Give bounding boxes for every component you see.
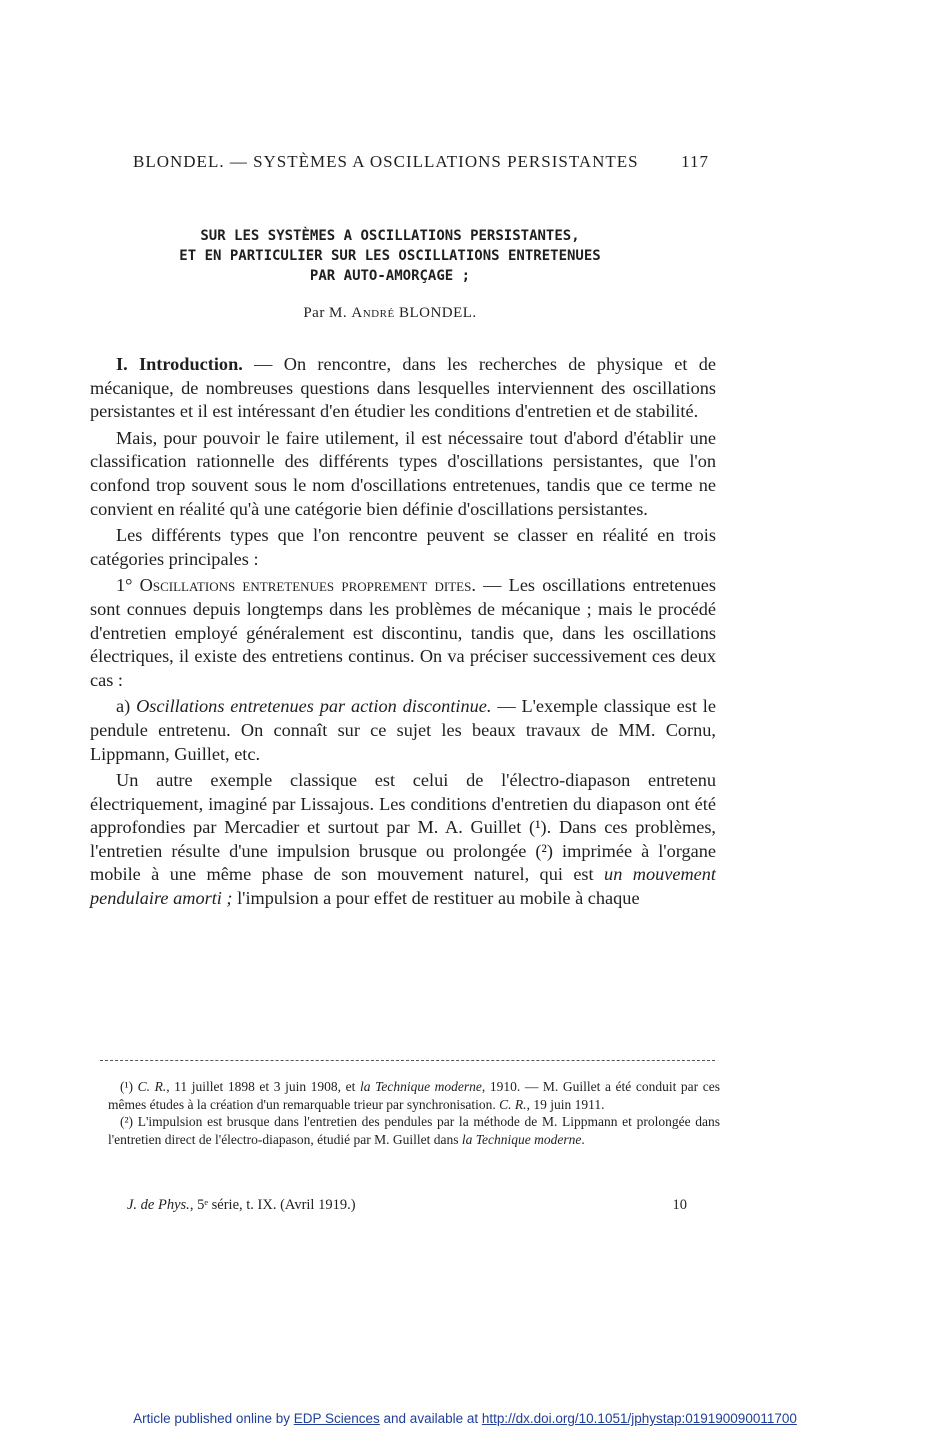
article-title: [120, 226, 660, 286]
section-heading: I. Introduction.: [116, 354, 243, 374]
banner-prefix: Article published online by: [133, 1411, 294, 1426]
footnote-source: la Technique moderne: [359, 1079, 482, 1094]
paragraph-discontinue: [90, 695, 716, 766]
footnote-text: .: [581, 1131, 585, 1147]
title-line: SUR LES SYSTÈMES A OSCILLATIONS PERSISTANTES,: [200, 228, 580, 244]
author-last-name: BLONDEL.: [398, 305, 477, 321]
paragraph-introduction: [90, 353, 716, 424]
item-label: a): [116, 696, 137, 717]
paragraph-entretenues: [90, 574, 716, 692]
article-body: [90, 353, 716, 911]
footnote-text: L'impulsion est brusque dans l'entretien des pendules par la méthode de M. Lippmann et prolongée dans l'entretien direct de l'électro-diapason, étudié par M. Guillet dans: [108, 1114, 720, 1147]
subsection-heading: 1° Oscillations entretenues proprement dites.: [116, 575, 476, 596]
footnote-mark: (¹): [120, 1079, 138, 1094]
paragraph-text: l'impulsion a pour effet de restituer au mobile à chaque: [232, 888, 640, 909]
running-header: [133, 152, 709, 172]
paragraph-classification: Mais, pour pouvoir le faire utilement, il est nécessaire tout d'abord d'établir une classification rationnelle des différents types d'oscillations persistantes, que l'on confond trop souvent sous le nom d'oscillations entretenues, tandis que ce terme ne convient en réalité qu'à une catégorie bien définie d'oscillations persistantes.: [90, 427, 716, 519]
paragraph-categories: Les différents types que l'on rencontre peuvent se classer en réalité en trois catégories principales :: [90, 525, 716, 569]
paragraph-text: Un autre exemple classique est celui de l'électro-diapason entretenu électriquement, imaginé par Lissajous. Les conditions d'entretien du diapason ont été approfondies par Mercadier et surtout par M. A. Guillet: [90, 770, 716, 838]
author-first-name: André: [351, 305, 395, 321]
paragraph-text: — On rencontre, dans les recherches de physique et de mécanique, de nombreuses questions dans lesquelles interviennent des oscillations persistantes et il est intéressant d'en étudier les conditions d'entretien et de stabilité.: [90, 354, 717, 422]
footnote-text: , 11 juillet 1898 et 3 juin 1908, et: [166, 1079, 360, 1094]
footnote-1: [108, 1078, 720, 1113]
title-line: ET EN PARTICULIER SUR LES OSCILLATIONS ENTRETENUES: [179, 248, 601, 264]
footnote-ref-2[interactable]: (²): [535, 840, 554, 861]
paragraph-text: . Dans ces problèmes, l'entretien résulte d'une impulsion brusque ou prolongée: [90, 817, 716, 861]
page-footer: [127, 1197, 687, 1214]
footnotes: [108, 1078, 720, 1148]
paragraph-text: imprimée à l'organe mobile à une même phase de son mouvement naturel, qui est: [90, 840, 716, 885]
journal-name: J. de Phys.: [127, 1197, 190, 1213]
doi-link[interactable]: http://dx.doi.org/10.1051/jphystap:019190090011700: [481, 1411, 797, 1426]
citation-details: , 5ᵉ série, t. IX. (Avril 1919.): [189, 1197, 356, 1213]
footnote-text: , 1910. — M. Guillet a été conduit par ces mêmes études à la création d'un remarquable trieur par synchronisation.: [108, 1079, 720, 1112]
banner-middle: and available at: [379, 1411, 482, 1426]
emphasis-text: un mouvement pendulaire amorti ;: [90, 864, 716, 909]
footnote-mark: (²): [120, 1114, 138, 1129]
paragraph-text: — L'exemple classique est le pendule entretenu. On connaît sur ce sujet les beaux travaux de MM. Cornu, Lippmann, Guillet, etc.: [90, 696, 716, 764]
footnote-source: la Technique moderne: [461, 1131, 582, 1147]
footnote-2: [108, 1113, 720, 1148]
publisher-link[interactable]: EDP Sciences: [293, 1411, 380, 1426]
footnote-ref-1[interactable]: (¹): [528, 817, 547, 838]
page-number: 117: [681, 152, 709, 171]
author-prefix: Par M.: [303, 305, 348, 321]
footnote-source: C. R.: [137, 1079, 167, 1094]
publication-banner: [0, 1411, 930, 1426]
author-line: [120, 305, 660, 322]
journal-citation: [127, 1197, 356, 1214]
footnote-text: , 19 juin 1911.: [526, 1096, 605, 1112]
paragraph-diapason: [90, 769, 716, 911]
title-line: PAR AUTO-AMORÇAGE ;: [309, 268, 471, 284]
running-title: BLONDEL. — SYSTÈMES A OSCILLATIONS PERSISTANTES: [133, 152, 639, 171]
subsection-title: Oscillations entretenues par action discontinue.: [136, 696, 492, 717]
footnote-divider: [100, 1060, 715, 1061]
footnote-source: C. R.: [499, 1096, 527, 1112]
sheet-number: 10: [672, 1197, 687, 1213]
paragraph-text: — Les oscillations entretenues sont connues depuis longtemps dans les problèmes de mécanique ; mais le procédé d'entretien employé généralement est discontinu, tandis que, dans les oscillations électriques, il existe des entretiens continus. On va préciser successivement ces deux cas :: [90, 575, 716, 690]
